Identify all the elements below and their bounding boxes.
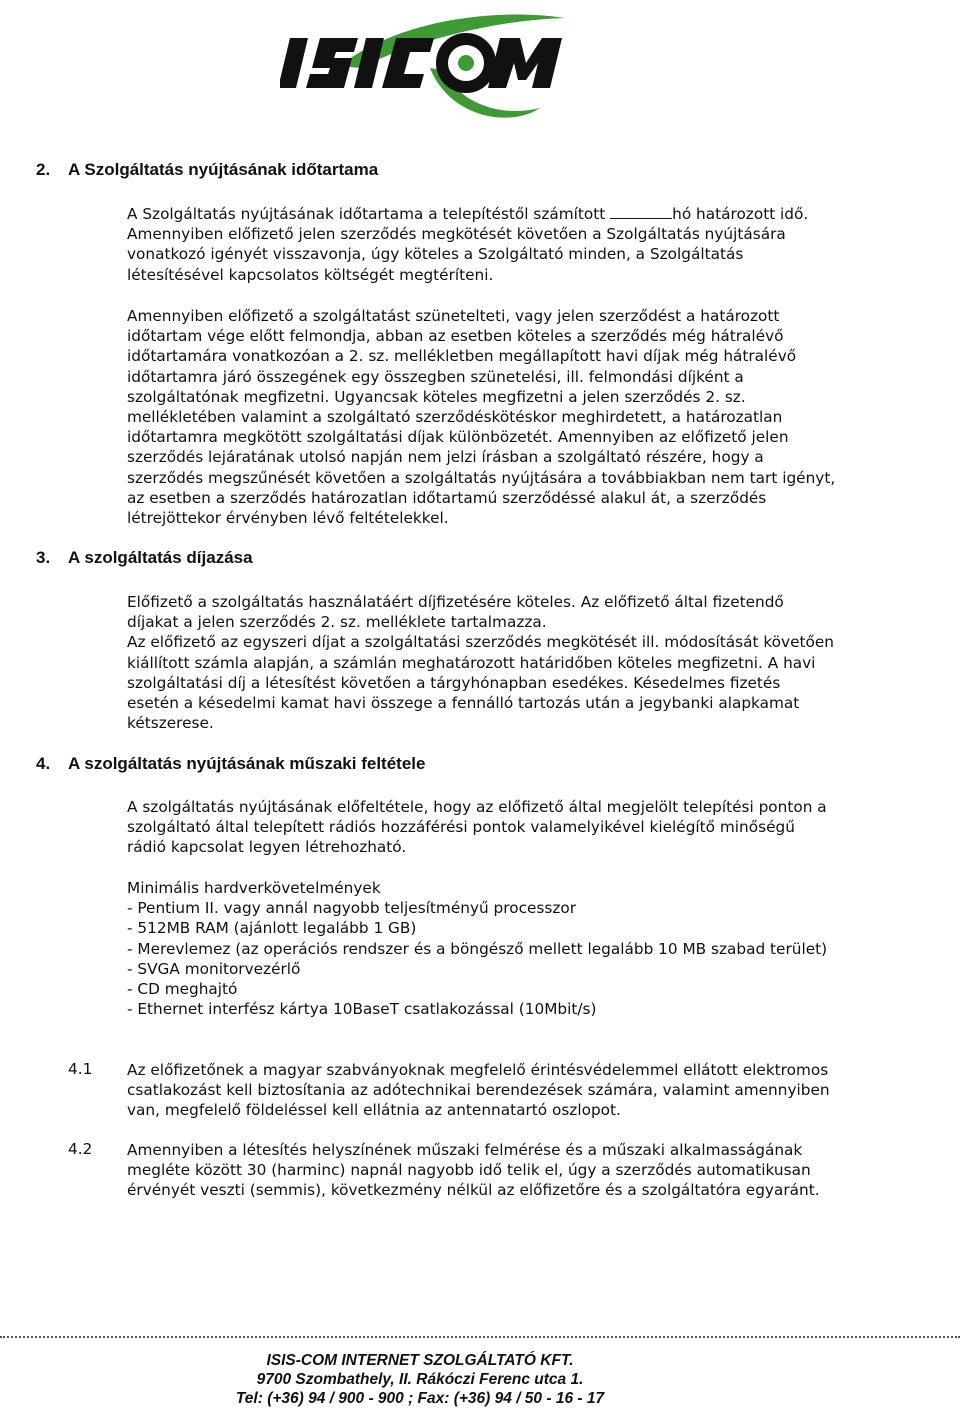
requirement-item: - Merevlemez (az operációs rendszer és a böngésző mellett legalább 10 MB szabad terület) (127, 939, 828, 958)
subsection-number: 4.1 (68, 1060, 93, 1078)
paragraph-text: A szolgáltatás nyújtásának előfeltétele, hogy az előfizető által megjelölt telepítési ponton a szolgáltató által telepített rádiós hozzáférési pontok valamelyikével kielégítő minőségű rádió kapcsolat legyen létrehozható. (127, 798, 827, 857)
paragraph-text: Amennyiben a létesítés helyszínének műszaki felmérése és a műszaki alkalmasságának megléte között 30 (harminc) napnál nagyobb idő telik el, úgy a szerződés automatikusan érvényét veszti (semmis), következmény nélkül az előfizetőre és a szolgáltatóra egyaránt. (127, 1141, 820, 1200)
requirement-item: - Pentium II. vagy annál nagyobb teljesítményű processzor (127, 899, 577, 918)
section-title: A Szolgáltatás nyújtásának időtartama (68, 160, 379, 179)
paragraph-text: Az előfizető az egyszeri díjat a szolgáltatási szerződés megkötését ill. módosítását követően kiállított számla alapján, a számlán meghatározott határidőben köteles megfizetni. A havi szolgáltatási díj a létesítést követően a tárgyhónapban esedékes. Késedelmes fizetés esetén a késedelmi kamat havi összege a fennálló tartozás után a jegybanki alapkamat kétszerese. (127, 633, 834, 733)
paragraph-text: A Szolgáltatás nyújtásának időtartama a telepítéstől számított (127, 205, 606, 223)
requirement-item: - Ethernet interfész kártya 10BaseT csatlakozással (10Mbit/s) (127, 1000, 597, 1019)
footer-contact: Tel: (+36) 94 / 900 - 900 ; Fax: (+36) 94 / 50 - 16 - 17 (235, 1390, 605, 1407)
isiscom-logo (280, 8, 580, 128)
paragraph-text: hó határozott idő. (672, 205, 809, 223)
subsection-4-2 (127, 1140, 837, 1201)
paragraph-text: Amennyiben előfizető jelen szerződés megkötését követően a Szolgáltatás nyújtására vonatkozó igényét visszavonja, úgy köteles a Szolgáltató minden, a Szolgáltatás létesítésével kapcsolatos költségét megtéríteni. (127, 225, 786, 284)
section-2-heading (36, 160, 378, 180)
blank-field (610, 204, 672, 219)
subsection-4-1 (127, 1060, 837, 1121)
section-number: 4. (36, 754, 51, 773)
subsection-number: 4.2 (68, 1140, 93, 1158)
section-4-heading (36, 754, 425, 774)
footer-company: ISIS-COM INTERNET SZOLGÁLTATÓ KFT. (266, 1352, 574, 1369)
requirement-item: - CD meghajtó (127, 980, 238, 999)
section-number: 3. (36, 548, 51, 567)
section-number: 2. (36, 160, 51, 179)
requirements-title: Minimális hardverkövetelmények (127, 879, 381, 897)
section-title: A szolgáltatás nyújtásának műszaki feltétele (68, 754, 426, 773)
requirement-item: - SVGA monitorvezérlő (127, 959, 301, 978)
section-2-paragraph-1 (127, 204, 837, 285)
paragraph-text: Az előfizetőnek a magyar szabványoknak megfelelő érintésvédelemmel ellátott elektromos csatlakozást kell biztosítania az adótechnikai berendezések számára, valamint amennyiben van, megfelelő földeléssel kell ellátnia az antennatartó oszlopot. (127, 1061, 830, 1120)
paragraph-text: Amennyiben előfizető a szolgáltatást szünetelteti, vagy jelen szerződést a határozott időtartam vége előtt felmondja, abban az esetben köteles a szerződés még hátralévő időtartamára vonatkozóan a 2. sz. mellékletben megállapított havi díjak még hátralévő időtartamra járó összegének egy összegben szünetelési, ill. felmondási díjként a szolgáltatónak megfizetni. Ugyancsak köteles megfizetni a jelen szerződés 2. sz. mellékletében valamint a szolgáltató szerződéskötéskor meghirdetett, a határozatlan időtartamra megkötött szolgáltatási díjak különbözetét. Amennyiben az előfizető jelen szerződés lejáratának utolsó napján nem jelzi írásban a szolgáltató részére, hogy a szerződés megszűnését követően a szolgáltatás nyújtására a továbbiakban nem tart igényt, az esetben a szerződés határozatlan időtartamú szerződéssé alakul át, a szerződés létrejöttekor érvényben lévő feltételekkel. (127, 307, 836, 528)
footer-divider (0, 1336, 960, 1338)
footer-address: 9700 Szombathely, II. Rákóczi Ferenc utca 1. (256, 1371, 584, 1388)
paragraph-text: Előfizető a szolgáltatás használatáért díjfizetésére köteles. Az előfizető által fizetendő díjakat a jelen szerződés 2. sz. melléklete tartalmazza. (127, 593, 784, 632)
section-2-paragraph-2 (127, 306, 837, 528)
requirement-item: - 512MB RAM (ajánlott legalább 1 GB) (127, 919, 417, 938)
section-title: A szolgáltatás díjazása (68, 548, 253, 567)
hardware-requirements (127, 878, 831, 1019)
section-3-paragraph-1 (127, 592, 837, 733)
section-4-paragraph-1 (127, 797, 837, 858)
section-3-heading (36, 548, 253, 568)
